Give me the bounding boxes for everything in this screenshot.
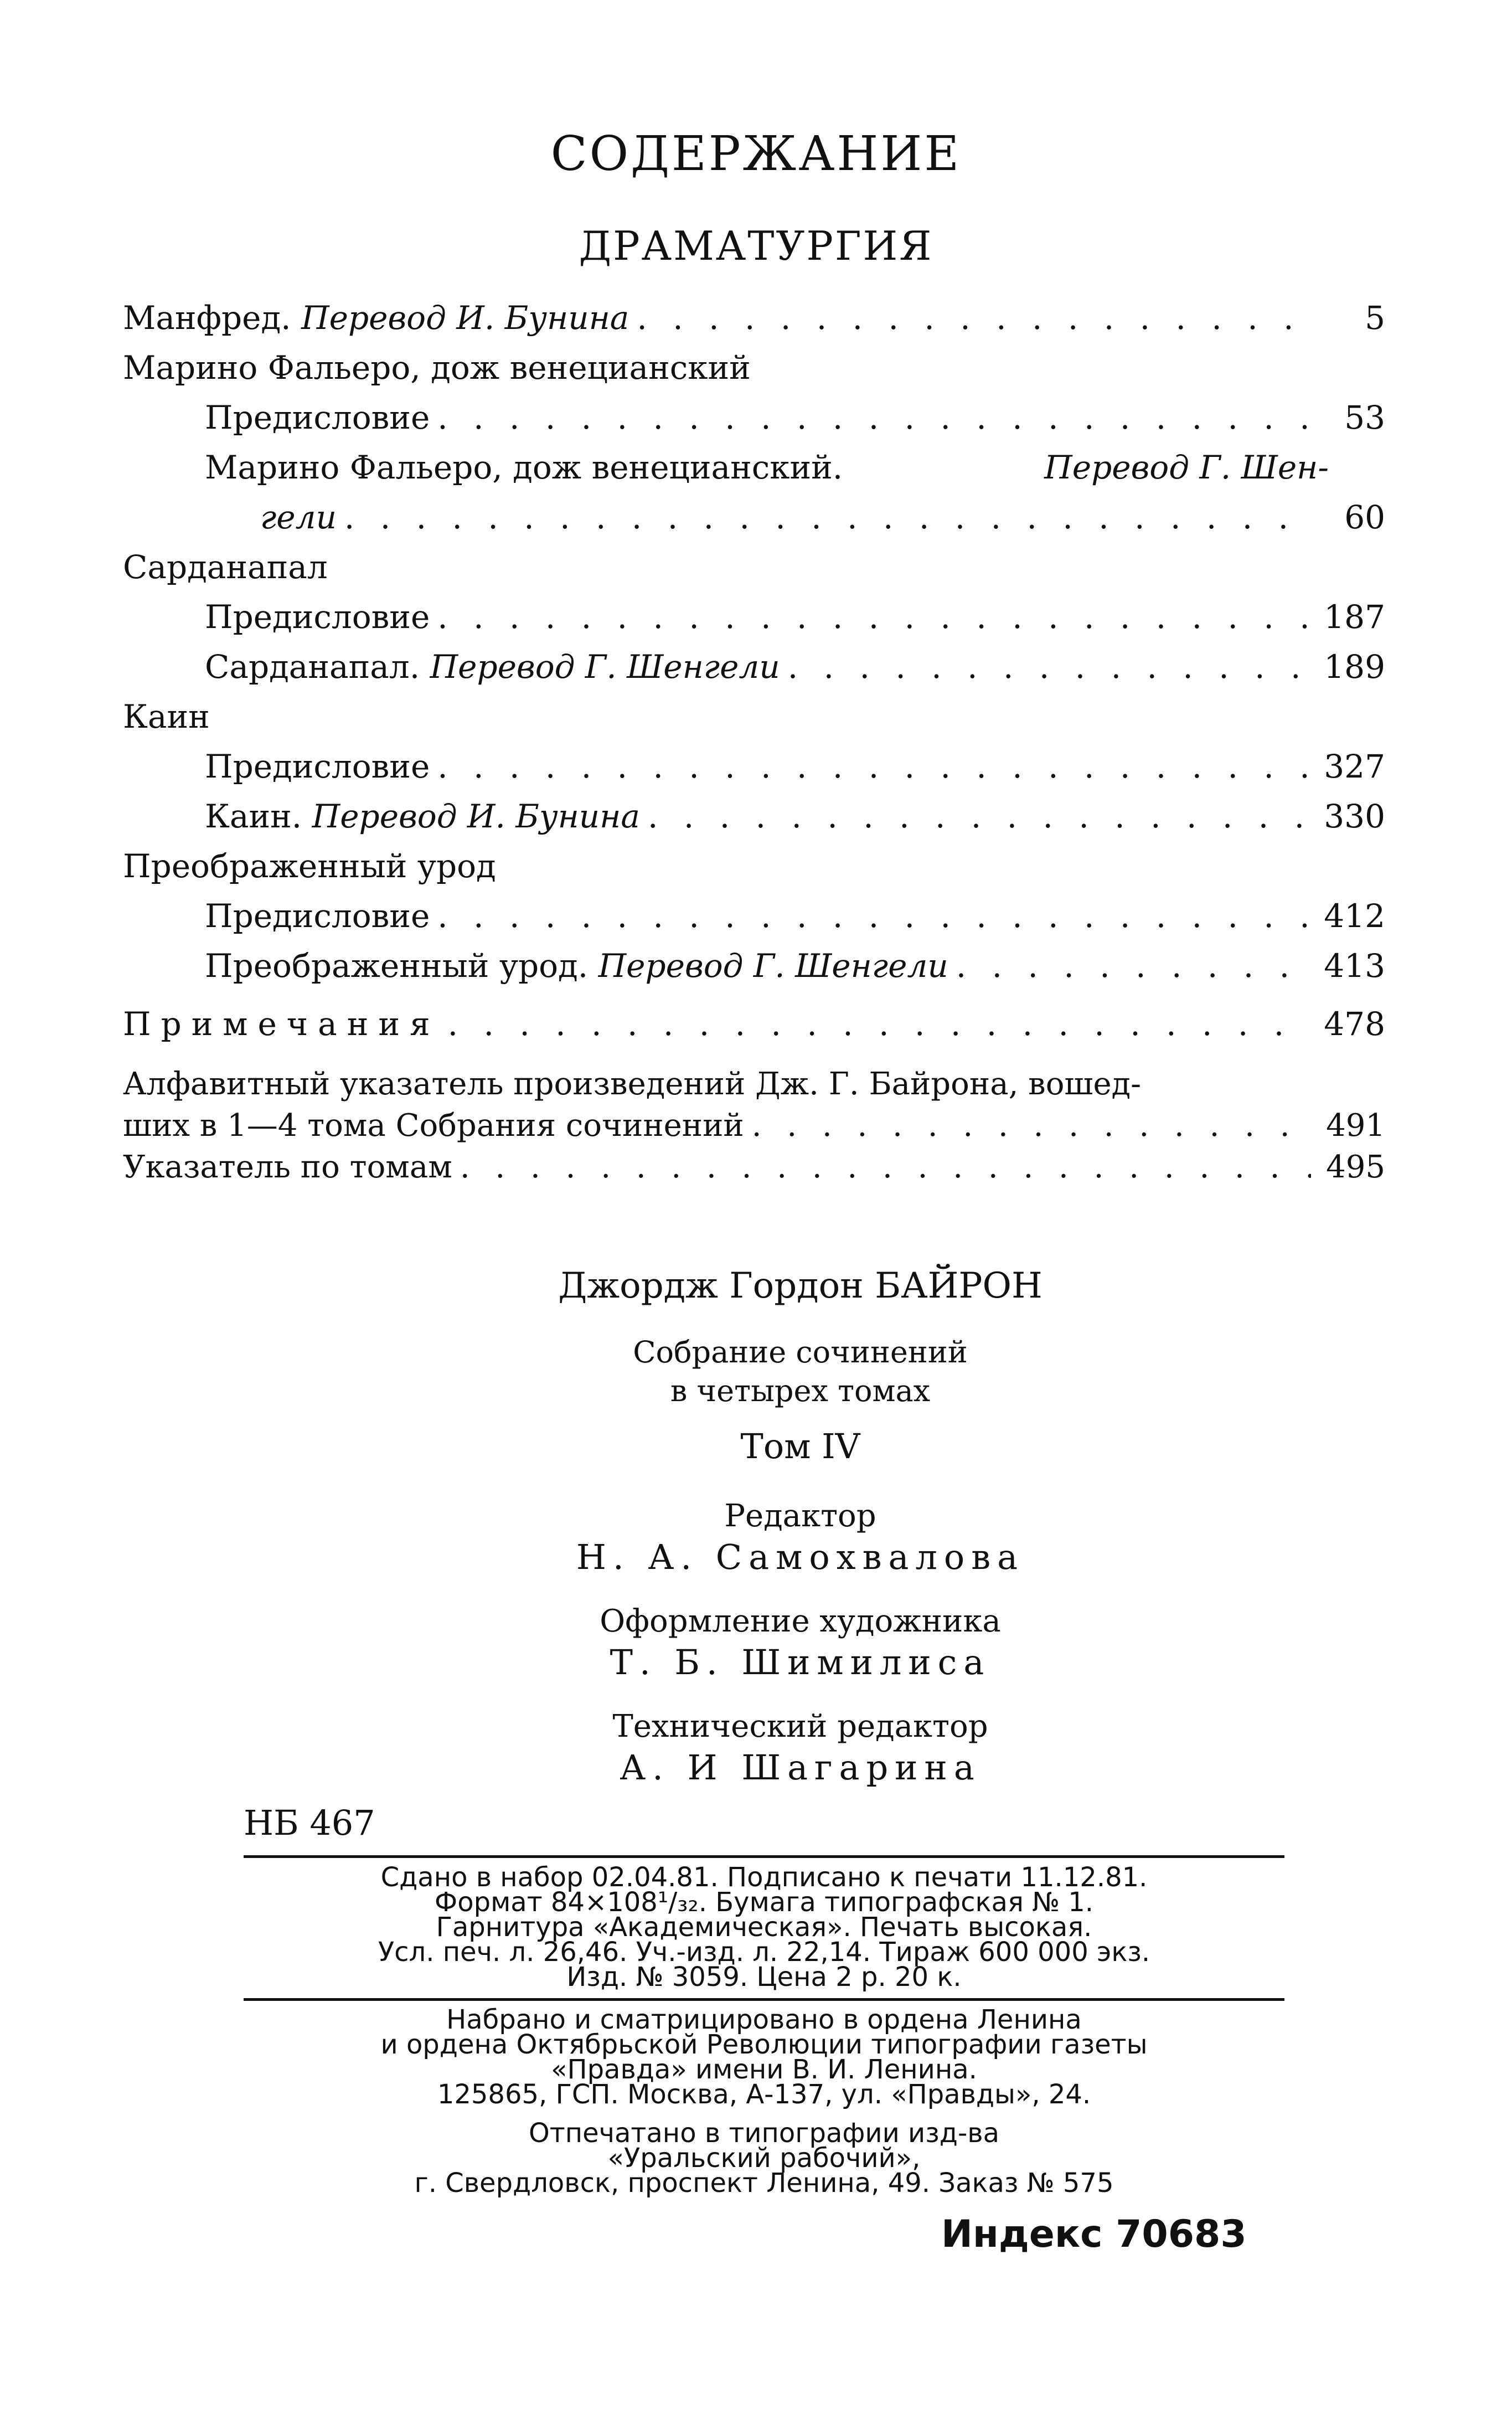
nb-number: НБ 467 xyxy=(244,1803,375,1843)
toc-translator: Перевод И. Бунина xyxy=(301,299,629,337)
colophon-line: и ордена Октябрьской Революции типографии газеты xyxy=(380,2029,1148,2060)
toc-entry-volume-index[interactable] xyxy=(123,1149,1385,1193)
toc-page-number: 60 xyxy=(1344,498,1385,536)
toc-page-number: 491 xyxy=(1326,1108,1385,1144)
dot-leader xyxy=(956,947,1311,985)
toc-title: Предисловие xyxy=(205,399,430,436)
colophon-line: Изд. № 3059. Цена 2 р. 20 к. xyxy=(566,1962,962,1993)
toc-page-number: 330 xyxy=(1324,797,1385,835)
dot-leader xyxy=(437,748,1311,785)
toc-entry-marino-play[interactable] xyxy=(205,449,1329,486)
volume-number: Том IV xyxy=(740,1426,860,1466)
dot-leader xyxy=(437,598,1311,636)
toc-page-number: 187 xyxy=(1324,598,1385,636)
toc-title: Каин. xyxy=(205,797,302,835)
toc-entry-cain-play[interactable] xyxy=(205,797,1385,842)
toc-group-marino: Марино Фальеро, дож венецианский xyxy=(123,349,751,387)
dot-leader xyxy=(460,1149,1311,1185)
colophon-line: Гарнитура «Академическая». Печать высокая. xyxy=(436,1912,1092,1943)
toc-entry-alpha-index-cont[interactable] xyxy=(123,1108,1385,1152)
colophon-line: 125865, ГСП. Москва, А-137, ул. «Правды», 24. xyxy=(437,2079,1091,2110)
colophon-line: Формат 84×108¹/₃₂. Бумага типографская № 1. xyxy=(434,1887,1094,1918)
dot-leader xyxy=(788,648,1311,686)
author-name: Джордж Гордон БАЙРОН xyxy=(558,1265,1043,1306)
dot-leader xyxy=(752,1108,1311,1144)
dot-leader xyxy=(448,1005,1311,1043)
toc-entry-sardanapal-play[interactable] xyxy=(205,648,1385,692)
dot-leader xyxy=(648,797,1311,835)
colophon-line: «Правда» имени В. И. Ленина. xyxy=(551,2054,977,2085)
toc-page-number: 412 xyxy=(1324,897,1385,935)
toc-title: Преображенный урод. xyxy=(205,947,589,985)
dot-leader xyxy=(437,399,1311,436)
toc-page-number: 478 xyxy=(1324,1005,1385,1043)
toc-page-number: 413 xyxy=(1324,947,1385,985)
toc-title: ших в 1—4 тома Собрания сочинений xyxy=(123,1108,744,1144)
toc-entry-manfred[interactable] xyxy=(123,299,1385,343)
toc-entry-marino-preface[interactable] xyxy=(205,399,1385,443)
toc-group-deformed: Преображенный урод xyxy=(123,847,496,885)
colophon-line: Усл. печ. л. 26,46. Уч.-изд. л. 22,14. Тираж 600 000 экз. xyxy=(378,1937,1150,1968)
toc-entry-notes[interactable] xyxy=(123,1005,1385,1049)
toc-title: Предисловие xyxy=(205,748,430,785)
page-title: СОДЕРЖАНИЕ xyxy=(550,126,962,182)
dot-leader xyxy=(344,498,1311,536)
printing-house-info xyxy=(244,2118,1284,2199)
toc-entry-marino-play-cont[interactable] xyxy=(260,498,1385,543)
design-label: Оформление художника xyxy=(600,1603,1001,1639)
toc-translator: Перевод Г. Шенгели xyxy=(598,947,948,985)
toc-entry-alpha-index[interactable]: Алфавитный указатель произведений Дж. Г. Байрона, вошед- xyxy=(123,1066,1142,1102)
toc-translator: гели xyxy=(260,498,337,536)
toc-translator: Перевод Г. Шенгели xyxy=(430,648,780,686)
toc-entry-deformed-play[interactable] xyxy=(205,947,1385,991)
catalog-index: Индекс 70683 xyxy=(941,2212,1247,2256)
publication-data xyxy=(244,1862,1284,1993)
toc-page-number: 495 xyxy=(1326,1149,1385,1185)
tech-editor-label: Технический редактор xyxy=(612,1708,988,1744)
tech-editor-name: А. И Шагарина xyxy=(620,1747,981,1788)
toc-translator: Перевод Г. Шен- xyxy=(1044,449,1329,486)
toc-title: Манфред. xyxy=(123,299,291,337)
toc-page-number: 5 xyxy=(1365,299,1385,337)
toc-title: Предисловие xyxy=(205,598,430,636)
dot-leader xyxy=(637,299,1311,337)
printer-info xyxy=(244,2004,1284,2110)
toc-translator: Перевод И. Бунина xyxy=(312,797,640,835)
toc-entry-cain-preface[interactable] xyxy=(205,748,1385,792)
collection-title: Собрание сочинений xyxy=(633,1335,968,1370)
toc-group-cain: Каин xyxy=(123,698,210,735)
toc-group-sardanapal: Сарданапал xyxy=(123,548,328,586)
colophon-line: Сдано в набор 02.04.81. Подписано к печати 11.12.81. xyxy=(380,1862,1148,1893)
divider xyxy=(244,1855,1284,1858)
editor-label: Редактор xyxy=(724,1498,876,1534)
toc-title: Марино Фальеро, дож венецианский. xyxy=(205,449,843,486)
toc-page-number: 53 xyxy=(1344,399,1385,436)
toc-entry-deformed-preface[interactable] xyxy=(205,897,1385,941)
toc-title: Примечания xyxy=(123,1005,440,1043)
toc-page-number: 189 xyxy=(1324,648,1385,686)
colophon-line: Набрано и сматрицировано в ордена Ленина xyxy=(446,2004,1082,2035)
section-heading: ДРАМАТУРГИЯ xyxy=(579,223,933,269)
colophon-line: «Уральский рабочий», xyxy=(607,2143,921,2174)
dot-leader xyxy=(437,897,1311,935)
toc-title: Указатель по томам xyxy=(123,1149,452,1185)
collection-subtitle: в четырех томах xyxy=(670,1373,931,1408)
toc-title: Сарданапал. xyxy=(205,648,420,686)
toc-page-number: 327 xyxy=(1324,748,1385,785)
toc-entry-sardanapal-preface[interactable] xyxy=(205,598,1385,642)
design-name: Т. Б. Шимилиса xyxy=(610,1642,991,1682)
colophon-line: Отпечатано в типографии изд-ва xyxy=(529,2118,999,2149)
toc-title: Предисловие xyxy=(205,897,430,935)
divider xyxy=(244,1998,1284,2001)
colophon-line: г. Свердловск, проспект Ленина, 49. Заказ № 575 xyxy=(414,2168,1114,2199)
editor-name: Н. А. Самохвалова xyxy=(576,1537,1025,1577)
